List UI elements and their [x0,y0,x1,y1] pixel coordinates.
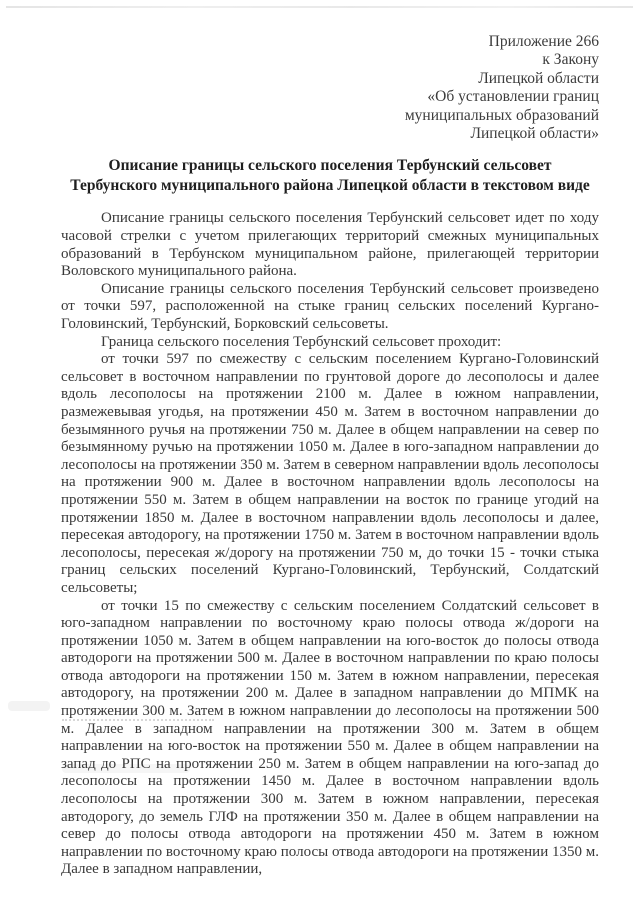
appendix-line-number: Приложение 266 [488,33,599,50]
appendix-reference-block [61,33,599,143]
appendix-line-law-title-1: «Об установлении границ [427,88,599,106]
appendix-line-law-title-3: Липецкой области» [470,125,599,143]
document-body [61,210,599,879]
appendix-line-law: к Закону [542,51,599,69]
document-title [61,156,599,195]
scan-smudge-left-margin [8,701,50,711]
paragraph-boundary-passes: Граница сельского поселения Тербунский сельсовет проходит: [101,333,502,350]
document-content [61,0,599,879]
appendix-line-law-title-2: муниципальных образований [404,106,599,124]
paragraph-from-point-15: от точки 15 по смежеству с сельским поселением Солдатский сельсовет в юго-западном направлении по восточному краю полосы отвода ж/дороги на протяжении 1050 м. Затем в общем направлении на юго-восток до полосы отвода автодороги на протяжении 500 м. Далее в восточном направлении по краю полосы отвода автодороги на протяжении 150 м. Затем в южном направлении, пересекая автодорогу, на протяжении 200 м. Далее в западном направлении до МПМК на протяжении 300 м. Затем в южном направлении до лесополосы на протяжении 500 м. Далее в западном направлении на протяжении 300 м. Затем в общем направлении на юго-восток на протяжении 550 м. Далее в общем направлении на запад до РПС на протяжении 250 м. Затем в общем направлении на юго-запад до лесополосы на протяжении 1450 м. Далее в восточном направлении вдоль лесополосы на протяжении 300 м. Затем в южном направлении, пересекая автодорогу, до земель ГЛФ на протяжении 350 м. Далее в общем направлении на север до полосы отвода автодороги на протяжении 450 м. Затем в южном направлении по восточному краю полосы отвода автодороги на протяжении 1350 м. Далее в западном направлении, [61,597,599,878]
appendix-line-region: Липецкой области [478,69,599,87]
paragraph-origin-point-597: Описание границы сельского поселения Тербунский сельсовет произведено от точки 597, расположенной на стыке границ сельских поселений Кургано-Головинский, Тербунский, Борковский сельсоветы. [61,280,599,332]
paragraph-intro-clockwise: Описание границы сельского поселения Тербунский сельсовет идет по ходу часовой стрелки с учетом прилегающих территорий смежных муниципальных образований в Тербунском муниципальном районе, прилегающей территории Воловского муниципального района. [61,210,599,280]
document-title-line-1: Описание границы сельского поселения Тербунский сельсовет [108,157,552,175]
document-title-line-2: Тербунского муниципального района Липецкой области в текстовом виде [70,176,590,194]
paragraph-from-point-597: от точки 597 по смежеству с сельским поселением Кургано-Головинский сельсовет в восточном направлении по грунтовой дороге до лесополосы и далее вдоль лесополосы на протяжении 2100 м. Далее в южном направлении, размежевывая угодья, на протяжении 450 м. Затем в восточном направлении до безымянного ручья на протяжении 750 м. Далее в общем направлении на север по безымянному ручью на протяжении 1050 м. Далее в юго-западном направлении до лесополосы на протяжении 350 м. Затем в северном направлении вдоль лесополосы на протяжении 900 м. Далее в восточном направлении вдоль лесополосы на протяжении 550 м. Затем в общем направлении на восток по границе угодий на протяжении 1850 м. Далее в восточном направлении вдоль лесополосы и далее, пересекая автодорогу, на протяжении 1750 м. Затем в восточном направлении вдоль лесополосы, пересекая ж/дорогу на протяжении 750 м, до точки 15 - точки стыка границ сельских поселений Кургано-Головинский, Тербунский, Солдатский сельсоветы; [61,351,599,596]
